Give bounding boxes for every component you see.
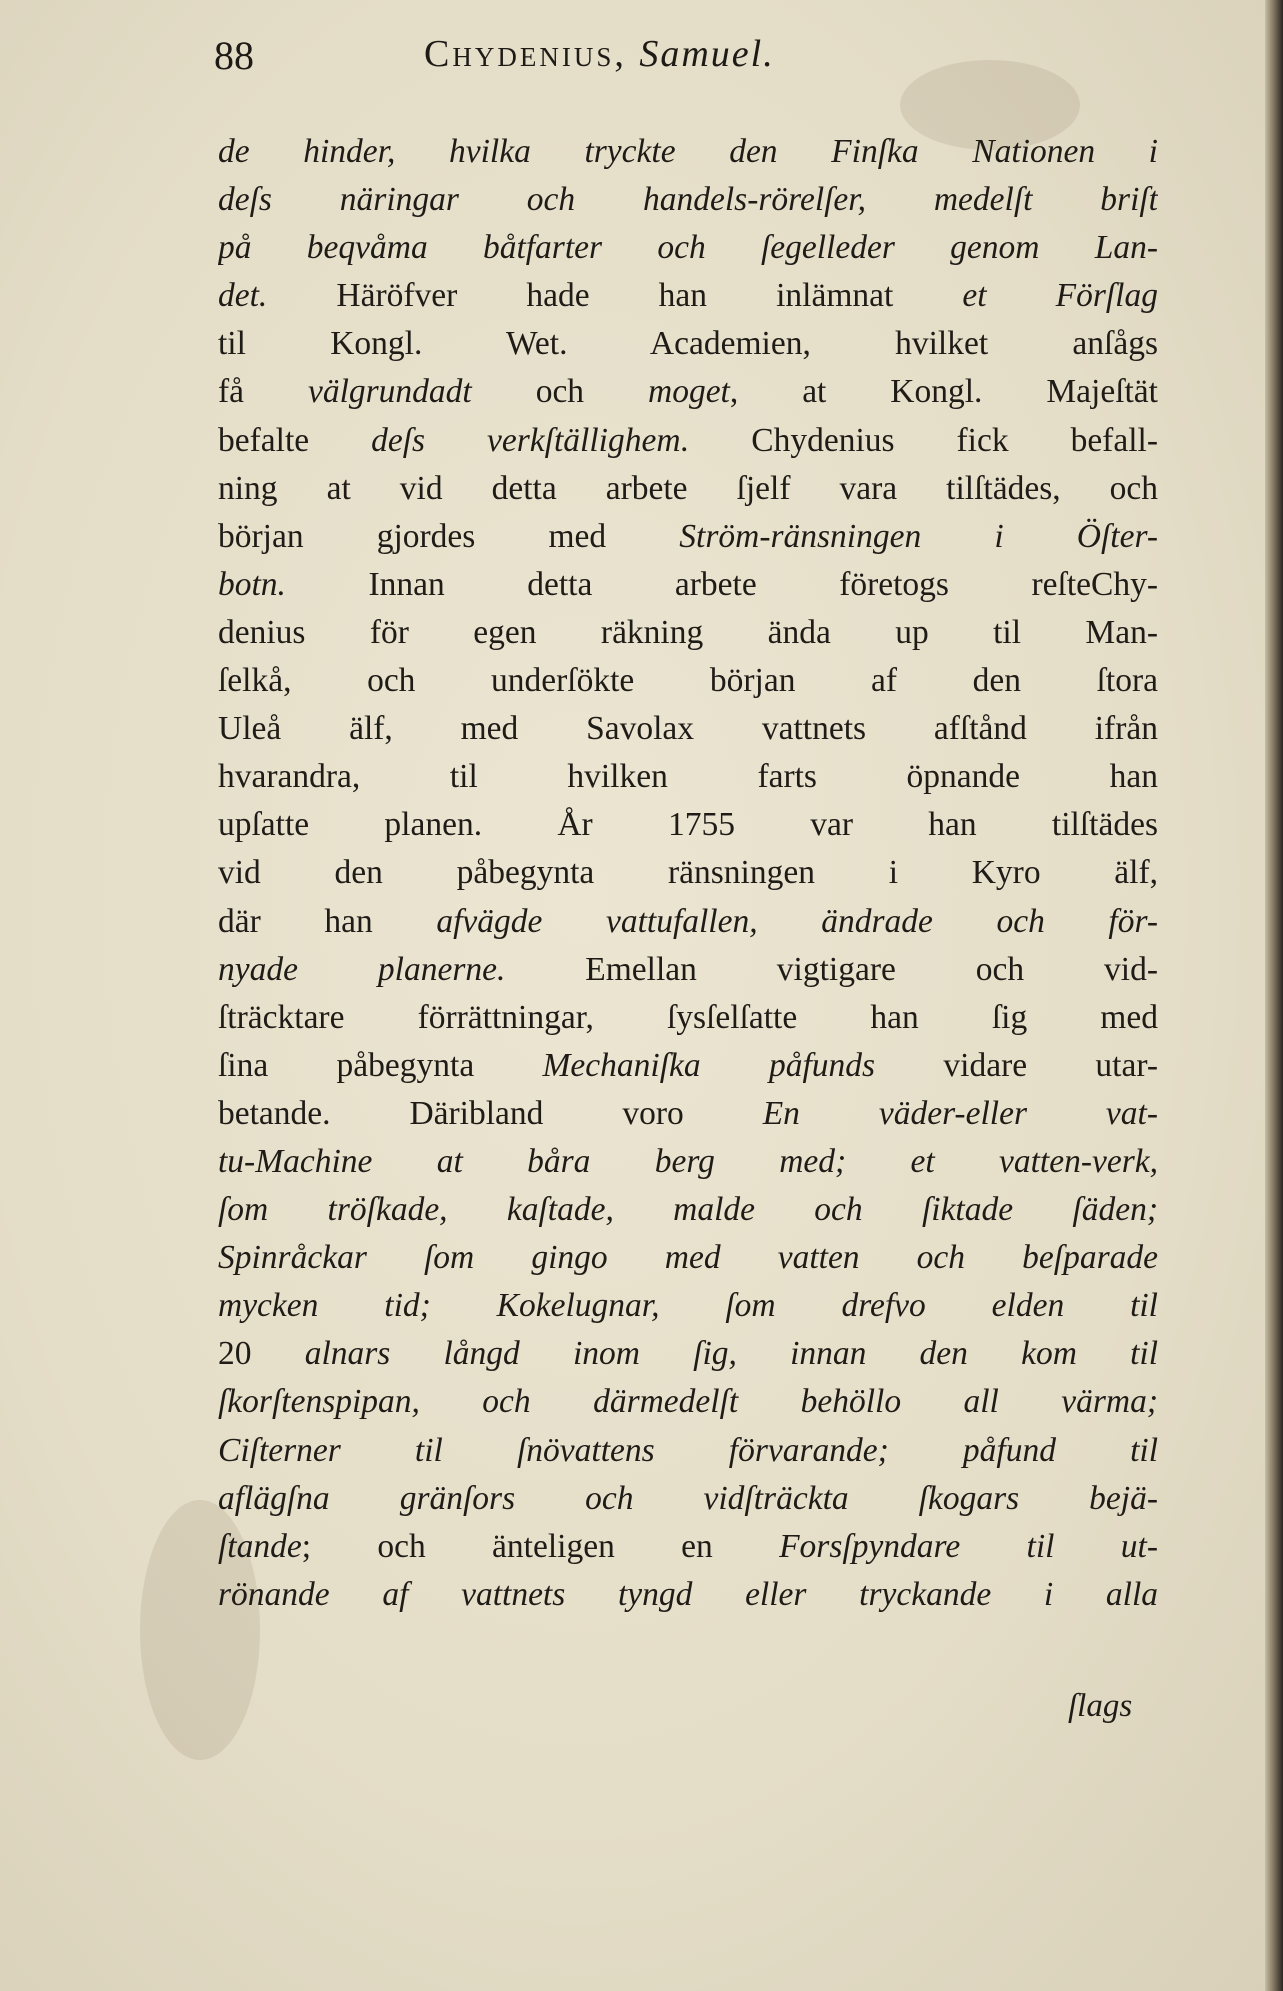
italic-text: mycken tid; Kokelugnar, ſom drefvo elden til [218, 1287, 1158, 1325]
text-line [218, 176, 1158, 224]
roman-text: Chydenius fick befall- [689, 421, 1158, 459]
roman-text: hvarandra, til hvilken farts öpnande han [218, 758, 1158, 796]
roman-text: ſträcktare förrättningar, ſysſelſatte han ſig med [218, 998, 1158, 1036]
roman-text: denius för egen räkning ända up til Man- [218, 613, 1158, 651]
text-line [218, 1186, 1158, 1234]
text-line [218, 753, 1158, 801]
text-line [218, 1042, 1158, 1090]
roman-text: vid den påbegynta ränsningen i Kyro älf, [218, 854, 1158, 892]
roman-text: där han [218, 902, 437, 940]
roman-text: Häröfver hade han inlämnat [267, 277, 963, 315]
page-header [214, 32, 1114, 92]
text-line [218, 609, 1158, 657]
text-line [218, 898, 1158, 946]
italic-text: botn. [218, 565, 286, 603]
roman-text: betande. Däribland voro [218, 1094, 763, 1132]
book-binding-edge [1265, 0, 1283, 1991]
text-line [218, 513, 1158, 561]
roman-text: få [218, 373, 308, 411]
italic-text: moget [648, 373, 730, 411]
text-line [218, 417, 1158, 465]
italic-text: nyade planerne. [218, 950, 506, 988]
italic-text: alnars långd inom ſig, innan den kom til [304, 1335, 1158, 1373]
text-line [218, 1138, 1158, 1186]
italic-text: En väder-eller vat- [762, 1094, 1158, 1132]
italic-text: det. [218, 277, 268, 315]
italic-text: Forsſpyndare til ut- [779, 1527, 1158, 1565]
roman-text: vidare utar- [875, 1046, 1158, 1084]
text-line [218, 128, 1158, 176]
italic-text: ſkorſtenspipan, och därmedelſt behöllo all värma; [218, 1383, 1158, 1421]
italic-text: på beqvåma båtfarter och ſegelleder genom Lan- [218, 229, 1158, 267]
italic-text: Mechaniſka påfunds [542, 1046, 876, 1084]
text-line [218, 224, 1158, 272]
text-line [218, 1475, 1158, 1523]
page-number: 88 [214, 33, 254, 78]
text-line [218, 1090, 1158, 1138]
text-line [218, 1234, 1158, 1282]
roman-text: til Kongl. Wet. Academien, hvilket anſågs [218, 325, 1158, 363]
italic-text: et Förſlag [962, 277, 1158, 315]
italic-text: rönande af vattnets tyngd eller tryckande i alla [218, 1575, 1158, 1613]
roman-text: början gjordes med [218, 517, 680, 555]
italic-text: afvägde vattufallen, ändrade och för- [436, 902, 1158, 940]
roman-text: ; och änteligen en [301, 1527, 780, 1565]
roman-text: ning at vid detta arbete ſjelf vara tilſtädes, och [218, 469, 1158, 507]
roman-text: Uleå älf, med Savolax vattnets afſtånd ifrån [218, 710, 1158, 748]
body-text [218, 128, 1158, 1619]
italic-text: ſtande [218, 1527, 302, 1565]
text-line [218, 272, 1158, 320]
text-line [218, 1427, 1158, 1475]
roman-text: ſelkå, och underſökte början af den ſtora [218, 662, 1158, 700]
roman-text: Emellan vigtigare och vid- [505, 950, 1158, 988]
text-line [218, 561, 1158, 609]
roman-text: och [471, 373, 648, 411]
italic-text: deſs näringar och handels-rörelſer, medelſt briſt [218, 181, 1158, 219]
catchword: ſlags [1068, 1688, 1133, 1724]
roman-text: upſatte planen. År 1755 var han tilſtädes [218, 806, 1158, 844]
running-title-given-name: Samuel. [639, 33, 775, 75]
running-title: Chydenius, Samuel. [424, 33, 775, 75]
roman-text: ſina påbegynta [218, 1046, 543, 1084]
italic-text: Spinråckar ſom gingo med vatten och beſparade [218, 1239, 1158, 1277]
text-line [218, 320, 1158, 368]
text-line [218, 1378, 1158, 1426]
text-line [218, 1571, 1158, 1619]
roman-text: Innan detta arbete företogs reſteChy- [285, 565, 1158, 603]
text-line [218, 801, 1158, 849]
italic-text: välgrundadt [307, 373, 472, 411]
text-line [218, 657, 1158, 705]
italic-text: tu-Machine at båra berg med; et vatten-verk, [218, 1142, 1158, 1180]
italic-text: aflägſna gränſors och vidſträckta ſkogars bejä- [218, 1479, 1158, 1517]
running-title-name: Chydenius [424, 33, 615, 75]
text-line [218, 946, 1158, 994]
text-line [218, 1523, 1158, 1571]
italic-text: ſom tröſkade, kaſtade, malde och ſiktade ſäden; [218, 1191, 1158, 1229]
text-line [218, 465, 1158, 513]
text-line [218, 849, 1158, 897]
roman-text: befalte [218, 421, 372, 459]
italic-text: Ström-ränsningen i Öſter- [679, 517, 1158, 555]
italic-text: de hinder, hvilka tryckte den Finſka Nationen i [218, 133, 1158, 170]
text-line [218, 1330, 1158, 1378]
italic-text: deſs verkſtälligheт. [371, 421, 690, 459]
roman-text: , at Kongl. Majeſtät [729, 373, 1158, 411]
text-line [218, 368, 1158, 416]
text-line [218, 705, 1158, 753]
italic-text: Ciſterner til ſnövattens förvarande; påfund til [218, 1431, 1158, 1469]
text-line [218, 994, 1158, 1042]
text-line [218, 1282, 1158, 1330]
roman-text: 20 [218, 1335, 305, 1373]
